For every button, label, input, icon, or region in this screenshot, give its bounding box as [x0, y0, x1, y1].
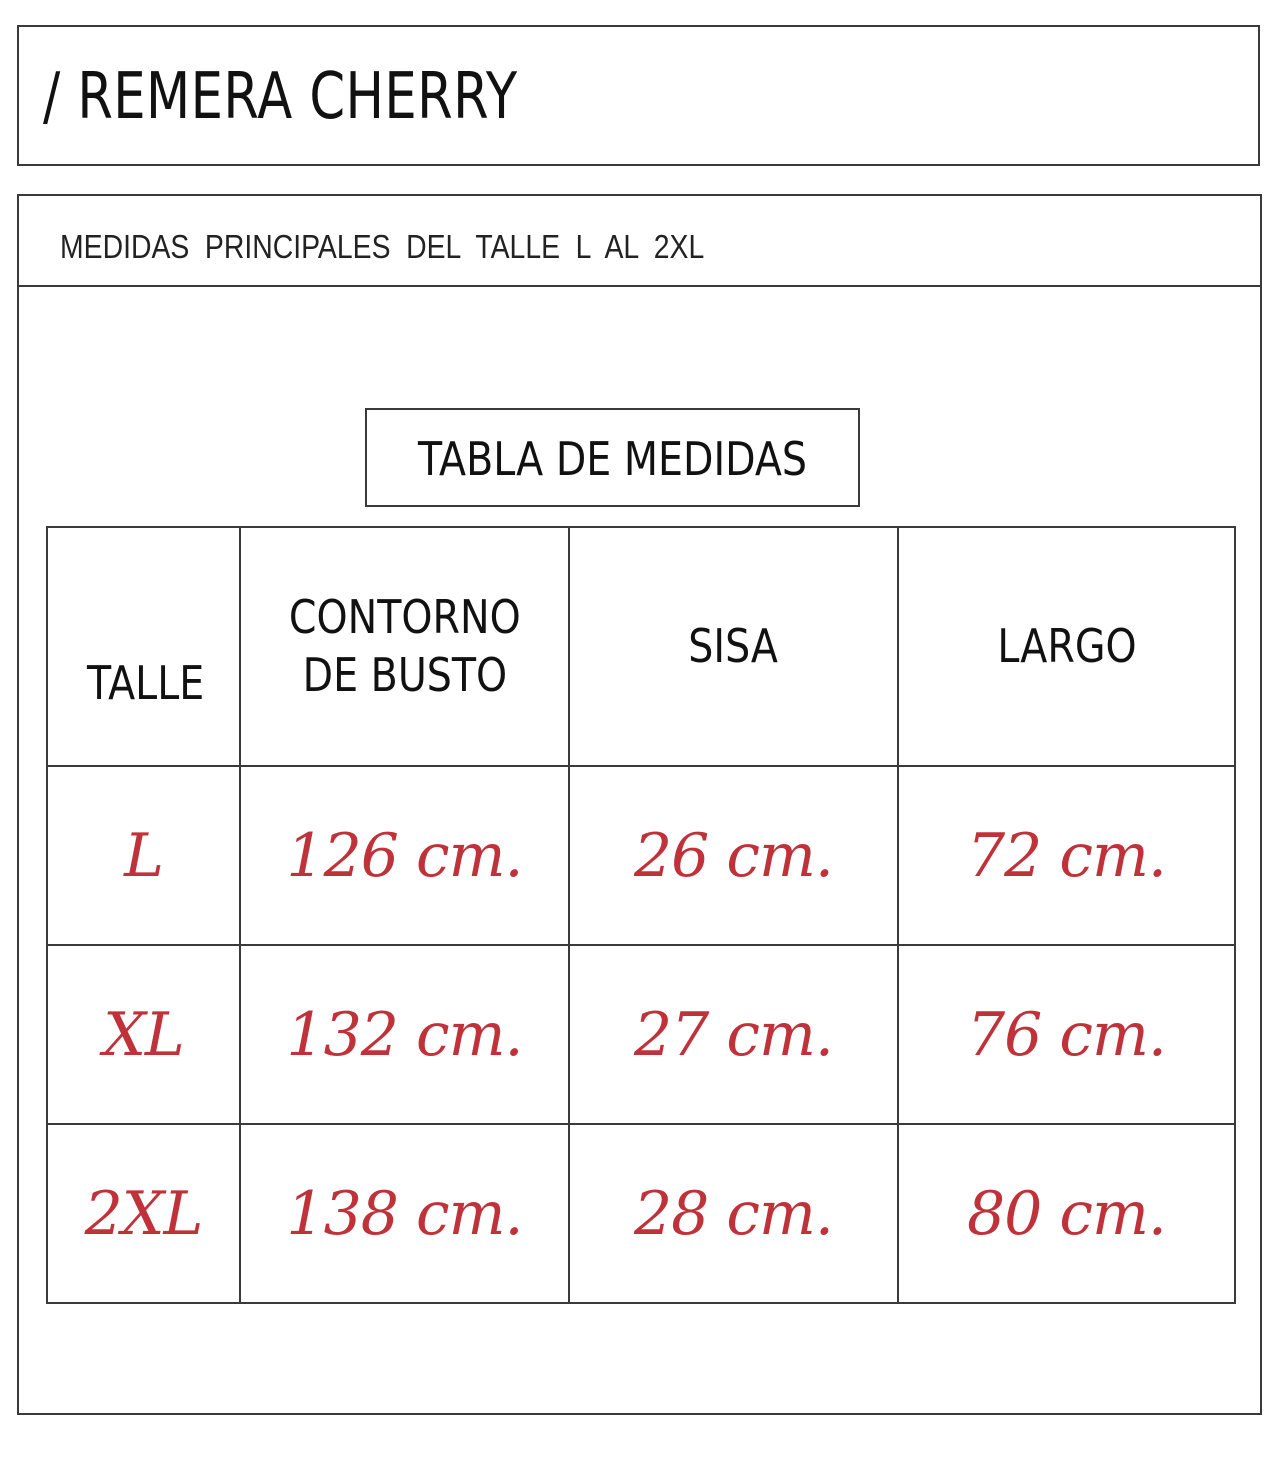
header-talle: [47, 527, 240, 766]
cell-sisa: 27 cm.: [569, 945, 898, 1124]
size-table: [46, 526, 1236, 1304]
cell-talle: L: [47, 766, 240, 945]
table-row: [47, 945, 1235, 1124]
header-busto-line2: DE BUSTO: [302, 647, 507, 702]
header-largo-label: LARGO: [996, 618, 1137, 673]
page-title: / REMERA CHERRY: [43, 60, 518, 134]
header-sisa: [569, 527, 898, 766]
cell-largo: 72 cm.: [898, 766, 1235, 945]
table-row: [47, 1124, 1235, 1303]
header-busto-line1: CONTORNO: [288, 590, 521, 644]
cell-talle: 2XL: [47, 1124, 240, 1303]
cell-largo: 80 cm.: [898, 1124, 1235, 1303]
cell-sisa: 26 cm.: [569, 766, 898, 945]
header-contorno-busto: [240, 527, 569, 766]
table-row: [47, 766, 1235, 945]
cell-largo: 76 cm.: [898, 945, 1235, 1124]
header-largo: [898, 527, 1235, 766]
cell-busto: 138 cm.: [240, 1124, 569, 1303]
header-talle-label: TALLE: [87, 655, 205, 710]
title-box: [17, 25, 1260, 166]
table-title: TABLA DE MEDIDAS: [417, 432, 808, 486]
cell-busto: 132 cm.: [240, 945, 569, 1124]
subtitle: MEDIDAS PRINCIPALES DEL TALLE L AL 2XL: [60, 228, 705, 265]
cell-busto: 126 cm.: [240, 766, 569, 945]
subtitle-row: [19, 196, 1260, 287]
table-header-row: [47, 527, 1235, 766]
cell-sisa: 28 cm.: [569, 1124, 898, 1303]
header-sisa-label: SISA: [688, 618, 779, 673]
table-title-box: [365, 408, 860, 507]
cell-talle: XL: [47, 945, 240, 1124]
